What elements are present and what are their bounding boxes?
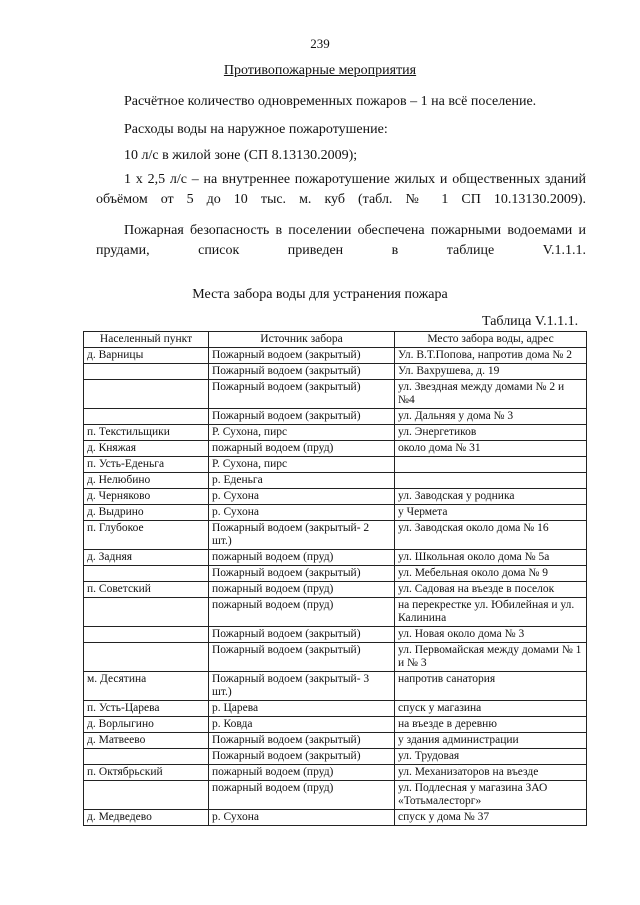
table-label: Таблица V.1.1.1.: [482, 314, 579, 329]
cell-location: на въезде в деревню: [395, 717, 587, 733]
cell-location: ул. Садовая на въезде в поселок: [395, 582, 587, 598]
page-number: 239: [310, 36, 330, 51]
table-row: [84, 364, 587, 380]
table-row: [84, 489, 587, 505]
cell-source: пожарный водоем (пруд): [209, 598, 395, 627]
cell-settlement: [84, 781, 209, 810]
cell-location: [395, 457, 587, 473]
table-row: [84, 409, 587, 425]
table-row: [84, 672, 587, 701]
cell-source: Пожарный водоем (закрытый): [209, 348, 395, 364]
cell-settlement: п. Усть-Еденьга: [84, 457, 209, 473]
cell-settlement: п. Октябрьский: [84, 765, 209, 781]
header-source: Источник забора: [209, 332, 395, 348]
table-row: [84, 550, 587, 566]
cell-source: Пожарный водоем (закрытый): [209, 749, 395, 765]
cell-source: Пожарный водоем (закрытый): [209, 566, 395, 582]
cell-settlement: м. Десятина: [84, 672, 209, 701]
cell-settlement: [84, 364, 209, 380]
cell-settlement: [84, 380, 209, 409]
cell-settlement: д. Ворлыгино: [84, 717, 209, 733]
cell-settlement: д. Задняя: [84, 550, 209, 566]
paragraph-fire-safety: Пожарная безопасность в поселении обеспечена пожарными водоемами и прудами, список приведен в таблице V.1.1.1.: [96, 223, 586, 258]
table-row: [84, 643, 587, 672]
paragraph-fire-count: Расчётное количество одновременных пожаров – 1 на всё поселение.: [124, 94, 537, 109]
water-intake-table: [83, 331, 587, 826]
cell-settlement: [84, 749, 209, 765]
cell-settlement: д. Княжая: [84, 441, 209, 457]
cell-settlement: п. Текстильщики: [84, 425, 209, 441]
table-row: [84, 810, 587, 826]
cell-source: р. Еденьга: [209, 473, 395, 489]
table-row: [84, 380, 587, 409]
table-row: [84, 348, 587, 364]
cell-location: напротив санатория: [395, 672, 587, 701]
cell-location: у Чермета: [395, 505, 587, 521]
table-row: [84, 521, 587, 550]
table-row: [84, 781, 587, 810]
table-row: [84, 749, 587, 765]
cell-location: Ул. В.Т.Попова, напротив дома № 2: [395, 348, 587, 364]
cell-settlement: п. Советский: [84, 582, 209, 598]
cell-location: ул. Механизаторов на въезде: [395, 765, 587, 781]
table-row: [84, 457, 587, 473]
paragraph-internal-flow: 1 х 2,5 л/с – на внутреннее пожаротушение жилых и общественных зданий объёмом от 5 до 10 тыс. м. куб (табл. № 1 СП 10.13130.2009).: [96, 172, 586, 207]
table-row: [84, 598, 587, 627]
table-row: [84, 717, 587, 733]
table-row: [84, 582, 587, 598]
cell-source: р. Сухона: [209, 489, 395, 505]
cell-source: пожарный водоем (пруд): [209, 781, 395, 810]
cell-source: р. Сухона: [209, 505, 395, 521]
cell-settlement: [84, 566, 209, 582]
cell-settlement: д. Черняково: [84, 489, 209, 505]
cell-source: р. Сухона: [209, 810, 395, 826]
cell-settlement: д. Нелюбино: [84, 473, 209, 489]
cell-source: Пожарный водоем (закрытый): [209, 733, 395, 749]
cell-source: р. Ковда: [209, 717, 395, 733]
section-heading: [0, 63, 640, 79]
table-row: [84, 505, 587, 521]
table-body: [84, 348, 587, 826]
cell-location: спуск у магазина: [395, 701, 587, 717]
cell-location: ул. Дальняя у дома № 3: [395, 409, 587, 425]
cell-location: ул. Школьная около дома № 5а: [395, 550, 587, 566]
cell-source: Пожарный водоем (закрытый): [209, 643, 395, 672]
cell-source: Пожарный водоем (закрытый): [209, 364, 395, 380]
cell-source: Р. Сухона, пирс: [209, 457, 395, 473]
cell-settlement: п. Глубокое: [84, 521, 209, 550]
cell-source: р. Царева: [209, 701, 395, 717]
cell-settlement: п. Усть-Царева: [84, 701, 209, 717]
cell-settlement: [84, 409, 209, 425]
table-caption: Места забора воды для устранения пожара: [192, 287, 448, 302]
header-settlement: Населенный пункт: [84, 332, 209, 348]
table-row: [84, 765, 587, 781]
cell-source: Пожарный водоем (закрытый- 2 шт.): [209, 521, 395, 550]
cell-location: на перекрестке ул. Юбилейная и ул. Калинина: [395, 598, 587, 627]
cell-location: ул. Звездная между домами № 2 и №4: [395, 380, 587, 409]
table-row: [84, 733, 587, 749]
header-location: Место забора воды, адрес: [395, 332, 587, 348]
cell-location: ул. Мебельная около дома № 9: [395, 566, 587, 582]
cell-location: ул. Первомайская между домами № 1 и № 3: [395, 643, 587, 672]
paragraph-residential-flow: 10 л/с в жилой зоне (СП 8.13130.2009);: [124, 148, 358, 163]
table-row: [84, 701, 587, 717]
cell-source: пожарный водоем (пруд): [209, 550, 395, 566]
table-row: [84, 425, 587, 441]
cell-settlement: д. Матвеево: [84, 733, 209, 749]
cell-source: Пожарный водоем (закрытый- 3 шт.): [209, 672, 395, 701]
cell-location: ул. Заводская около дома № 16: [395, 521, 587, 550]
cell-source: пожарный водоем (пруд): [209, 441, 395, 457]
cell-source: Пожарный водоем (закрытый): [209, 409, 395, 425]
cell-source: пожарный водоем (пруд): [209, 582, 395, 598]
cell-settlement: д. Выдрино: [84, 505, 209, 521]
table-row: [84, 566, 587, 582]
cell-settlement: д. Варницы: [84, 348, 209, 364]
cell-settlement: [84, 627, 209, 643]
cell-location: Ул. Вахрушева, д. 19: [395, 364, 587, 380]
cell-location: [395, 473, 587, 489]
cell-location: у здания администрации: [395, 733, 587, 749]
cell-source: Пожарный водоем (закрытый): [209, 380, 395, 409]
cell-location: ул. Трудовая: [395, 749, 587, 765]
cell-source: Р. Сухона, пирс: [209, 425, 395, 441]
cell-settlement: д. Медведево: [84, 810, 209, 826]
table-row: [84, 627, 587, 643]
cell-location: ул. Подлесная у магазина ЗАО «Тотьмалесторг»: [395, 781, 587, 810]
cell-location: ул. Новая около дома № 3: [395, 627, 587, 643]
cell-location: ул. Заводская у родника: [395, 489, 587, 505]
table-header-row: [84, 332, 587, 348]
cell-source: пожарный водоем (пруд): [209, 765, 395, 781]
cell-settlement: [84, 643, 209, 672]
table-row: [84, 441, 587, 457]
table-row: [84, 473, 587, 489]
section-heading-text: Противопожарные мероприятия: [223, 63, 417, 78]
cell-source: Пожарный водоем (закрытый): [209, 627, 395, 643]
paragraph-water-flow: Расходы воды на наружное пожаротушение:: [124, 122, 388, 137]
cell-location: спуск у дома № 37: [395, 810, 587, 826]
cell-settlement: [84, 598, 209, 627]
cell-location: ул. Энергетиков: [395, 425, 587, 441]
cell-location: около дома № 31: [395, 441, 587, 457]
